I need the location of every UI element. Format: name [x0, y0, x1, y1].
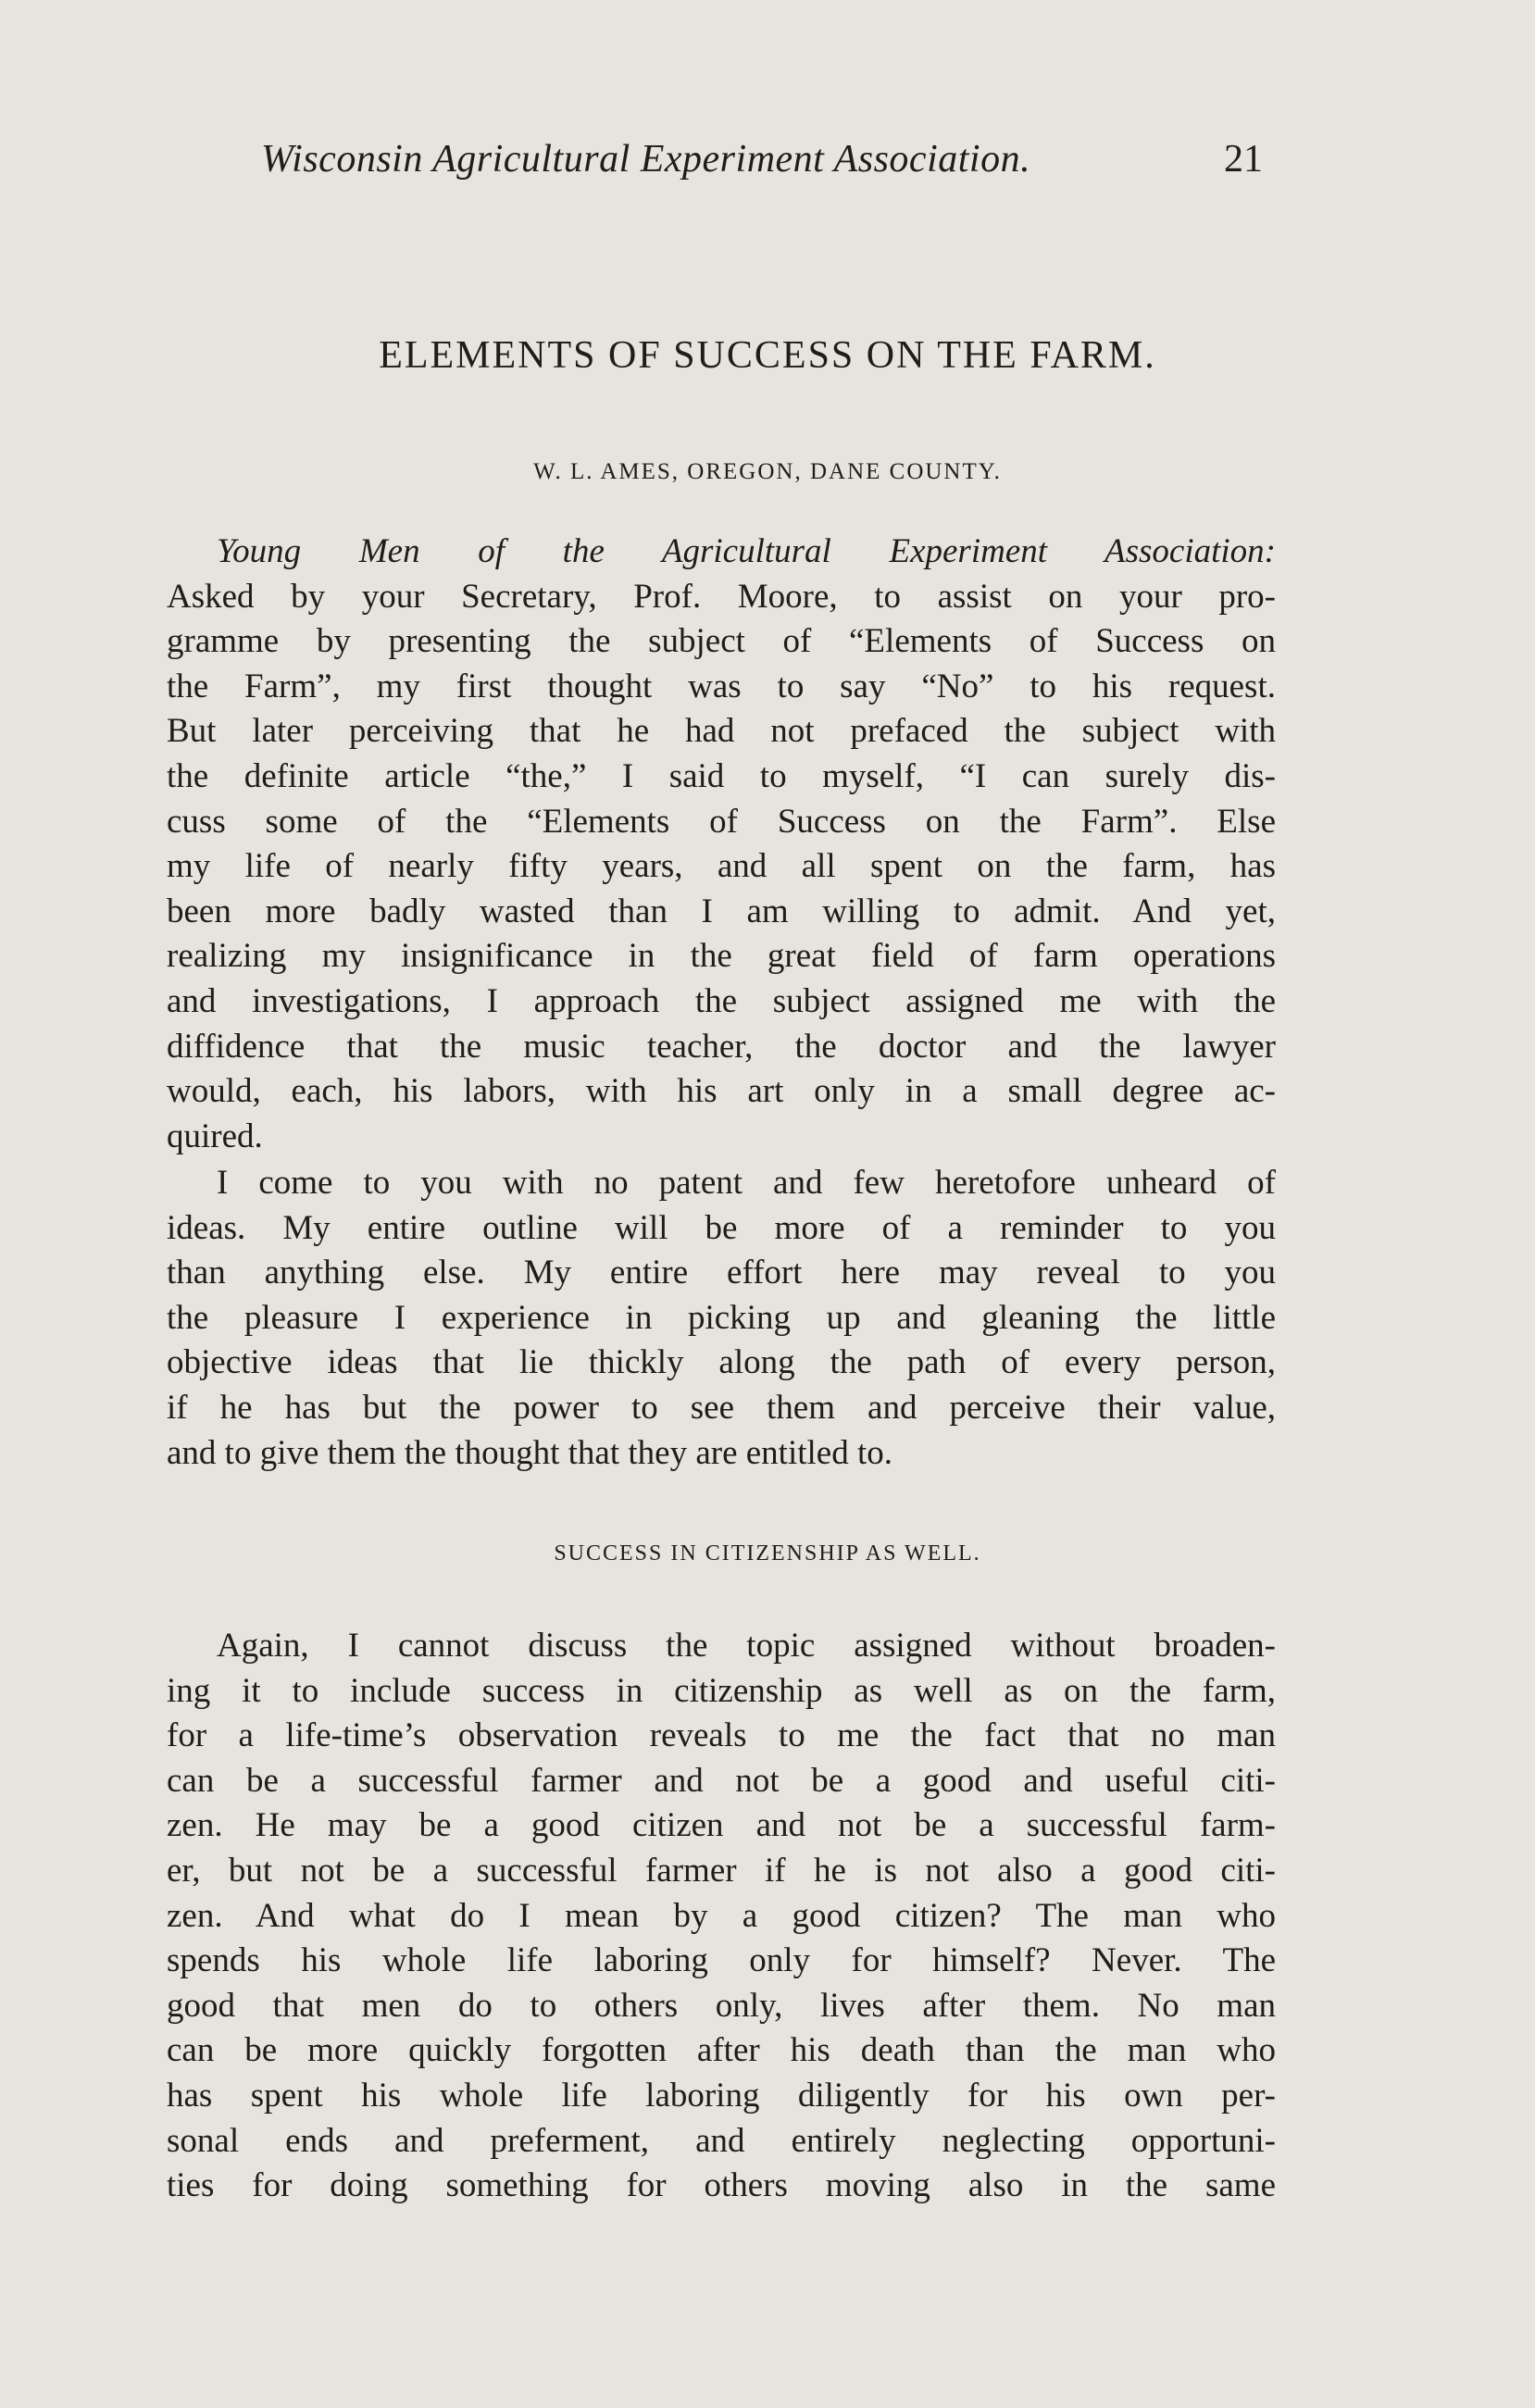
paragraph-1-lines [167, 575, 1276, 1160]
text-line: can be a successful farmer and not be a good and useful citi- [167, 1761, 1276, 1800]
text-line: sonal ends and preferment, and entirely neglecting opportuni- [167, 2121, 1276, 2160]
text-line: than anything else. My entire effort here may reveal to you [167, 1254, 1276, 1292]
text-line: would, each, his labors, with his art only in a small degree ac- [167, 1072, 1276, 1111]
text-line: the Farm”, my first thought was to say “No” to his request. [167, 667, 1276, 705]
text-line: zen. And what do I mean by a good citizen? The man who [167, 1896, 1276, 1935]
paragraph-3-lines [167, 1624, 1276, 2209]
text-line: ing it to include success in citizenship as well as on the farm, [167, 1671, 1276, 1710]
text-line: I come to you with no patent and few heretofore unheard of [217, 1164, 1276, 1202]
text-line: ideas. My entire outline will be more of a reminder to you [167, 1208, 1276, 1247]
text-line: my life of nearly fifty years, and all spent on the farm, has [167, 847, 1276, 886]
article-title: ELEMENTS OF SUCCESS ON THE FARM. [379, 334, 1156, 377]
text-line: Again, I cannot discuss the topic assigned without broaden- [217, 1627, 1276, 1665]
text-line: But later perceiving that he had not prefaced the subject with [167, 712, 1276, 751]
text-line: the definite article “the,” I said to myself, “I can surely dis- [167, 756, 1276, 795]
text-line: gramme by presenting the subject of “Elements of Success on [167, 622, 1276, 661]
paragraph-citizenship [167, 1624, 1276, 2209]
text-line: and to give them the thought that they are entitled to. [167, 1433, 892, 1472]
page-number: 21 [1224, 138, 1263, 181]
text-line: quired. [167, 1117, 263, 1155]
text-line: objective ideas that lie thickly along the path of every person, [167, 1343, 1276, 1382]
text-line: Asked by your Secretary, Prof. Moore, to assist on your pro- [167, 577, 1276, 616]
salutation: Young Men of the Agricultural Experiment Association: [217, 532, 1276, 570]
paragraph-introduction [167, 530, 1276, 1159]
text-line: ties for doing something for others moving also in the same [167, 2166, 1276, 2205]
text-line: and investigations, I approach the subject assigned me with the [167, 981, 1276, 1020]
text-line: if he has but the power to see them and perceive their value, [167, 1388, 1276, 1427]
section-heading: SUCCESS IN CITIZENSHIP AS WELL. [554, 1541, 981, 1566]
text-line: good that men do to others only, lives after them. No man [167, 1986, 1276, 2025]
text-line: the pleasure I experience in picking up and gleaning the little [167, 1298, 1276, 1337]
running-head [261, 137, 1263, 193]
text-line: has spent his whole life laboring diligently for his own per- [167, 2076, 1276, 2115]
text-line: er, but not be a successful farmer if he is not also a good citi- [167, 1851, 1276, 1890]
paragraph-ideas [167, 1161, 1276, 1476]
text-line: zen. He may be a good citizen and not be a successful farm- [167, 1806, 1276, 1845]
author-byline: W. L. AMES, OREGON, DANE COUNTY. [533, 459, 1002, 484]
text-line: realizing my insignificance in the great field of farm operations [167, 937, 1276, 976]
text-line: spends his whole life laboring only for himself? Never. The [167, 1941, 1276, 1980]
text-line: can be more quickly forgotten after his death than the man who [167, 2031, 1276, 2070]
text-line: for a life-time’s observation reveals to me the fact that no man [167, 1716, 1276, 1755]
text-line: diffidence that the music teacher, the doctor and the lawyer [167, 1027, 1276, 1066]
text-line: cuss some of the “Elements of Success on the Farm”. Else [167, 802, 1276, 841]
text-line: been more badly wasted than I am willing to admit. And yet, [167, 892, 1276, 930]
paragraph-2-lines [167, 1161, 1276, 1476]
running-head-title: Wisconsin Agricultural Experiment Association. [261, 138, 1031, 181]
